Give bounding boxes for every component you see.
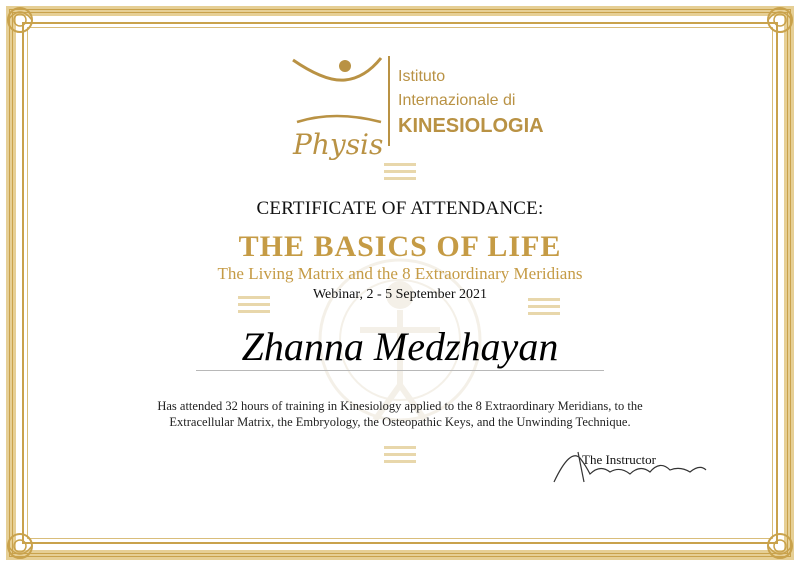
- trigram-icon: [384, 446, 416, 463]
- name-underline: [196, 370, 604, 371]
- certificate-heading: CERTIFICATE OF ATTENDANCE:: [256, 198, 544, 219]
- corner-ornament-icon: [754, 520, 798, 564]
- corner-ornament-icon: [754, 2, 798, 46]
- physis-figure-icon: [285, 52, 385, 132]
- course-title: THE BASICS OF LIFE: [238, 230, 562, 263]
- instructor-label: The Instructor: [582, 452, 657, 467]
- recipient-name: Zhanna Medzhayan: [241, 324, 559, 369]
- physis-logo: [285, 52, 544, 161]
- corner-ornament-icon: [2, 520, 46, 564]
- attendance-description: Has attended 32 hours of training in Kinesiology applied to the 8 Extraordinary Meridians, to the Extracellular Matrix, the Embryology, the Osteopathic Keys, and the Unwinding Technique.: [157, 399, 643, 429]
- logo-line-1: Istituto: [398, 68, 446, 85]
- corner-ornament-icon: [2, 2, 46, 46]
- trigram-icon: [384, 163, 416, 180]
- logo-line-2: Internazionale di: [398, 92, 516, 109]
- logo-wordmark: Physis: [293, 128, 384, 161]
- course-subtitle: The Living Matrix and the 8 Extraordinary Meridians: [217, 264, 583, 283]
- event-details: Webinar, 2 - 5 September 2021: [312, 287, 488, 302]
- logo-line-3: KINESIOLOGIA: [398, 115, 544, 137]
- logo-divider: [388, 56, 390, 146]
